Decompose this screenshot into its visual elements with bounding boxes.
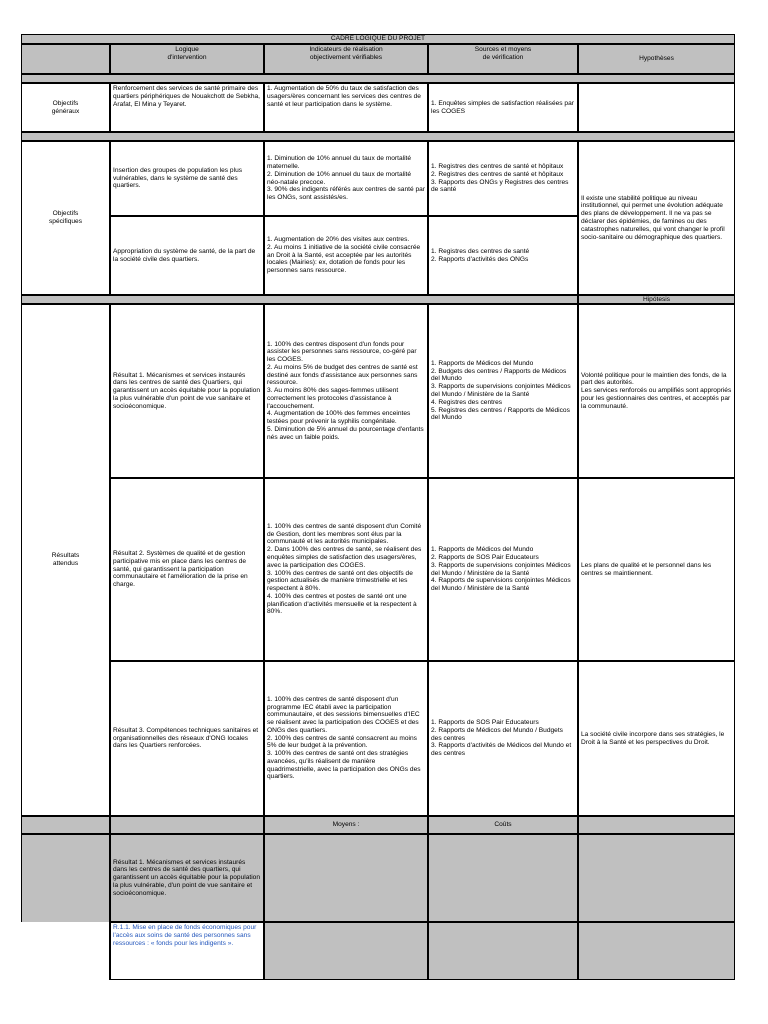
specific-sources-2: 1. Registres des centres de santé 2. Rapports d'activités des ONGs xyxy=(428,216,578,295)
activity-spacer xyxy=(21,922,110,980)
spacer-row xyxy=(21,295,578,304)
general-hypothesis xyxy=(578,83,735,132)
activity-extra-r11 xyxy=(578,922,735,980)
specific-objectives-label: Objectifs spécifiques xyxy=(21,141,110,295)
spacer-row xyxy=(21,816,110,834)
result-1-sources: 1. Rapports de Médicos del Mundo 2. Budgets des centres / Rapports de Médicos del Mundo 3. Rapports de supervisions conjointes Médicos del Mundo / Ministère de la Santé 4. Registres des centres 5. Registres des centres / Rapports de Médicos del Mundo xyxy=(428,304,578,478)
activity-result-1: Résultat 1. Mécanismes et services instaurés dans les centres de santé des quartiers, qui garantissent un accès équitable pour la population la plus vulnérable, d'un point de vue sanitaire et socioéconomique. xyxy=(110,834,264,922)
activity-couts-1 xyxy=(428,834,578,922)
general-indicators: 1. Augmentation de 50% du taux de satisfaction des usagers/ères concernant les services des centres de santé et leur participation dans le système. xyxy=(264,83,428,132)
activity-moyens-r11 xyxy=(264,922,428,980)
activity-spacer xyxy=(21,834,110,922)
moyens-label: Moyens : xyxy=(264,816,428,834)
specific-sources-1: 1. Registres des centres de santé et hôpitaux 2. Registres des centres de santé et hôpitaux 3. Rapports des ONGs y Registres des centres de santé xyxy=(428,141,578,216)
logframe-table xyxy=(21,34,735,980)
specific-indicators-2: 1. Augmentation de 20% des visites aux centres. 2. Au moins 1 initiative de la société civile consacrée an Droit à la Santé, est acceptée par les autorités locales (Mairies): ex, dotation de fonds pour les personnes sans ressource. xyxy=(264,216,428,295)
specific-hypothesis: Il existe une stabilité politique au niveau institutionnel, qui permet une évolution adéquate des plans de développement. Il ne va pas se déclarer des épidémies, de famines ou des catastrophes naturelles, qui vont changer le profil socio-sanitaire ou démographique des quartiers. xyxy=(578,141,735,295)
header-hypotheses: Hypothèses xyxy=(578,44,735,74)
specific-objective-2: Appropriation du système de santé, de la part de la société civile des quartiers. xyxy=(110,216,264,295)
header-empty xyxy=(21,44,110,74)
activity-extra-1 xyxy=(578,834,735,922)
spacer-row xyxy=(21,132,735,141)
result-2-sources: 1. Rapports de Médicos del Mundo 2. Rapports de SOS Pair Educateurs 3. Rapports de supervisions conjointes Médicos del Mundo / Ministère de la Santé 4. Rapports de supervisions conjointes Médicos del Mundo / Ministère de la Santé xyxy=(428,478,578,661)
result-2-hypothesis: Les plans de qualité et le personnel dans les centres se maintiennent. xyxy=(578,478,735,661)
spacer-row xyxy=(21,74,735,83)
result-2-indicators: 1. 100% des centres de santé disposent d'un Comité de Gestion, dont les membres sont élus par la communauté et les autorités municipales. 2. Dans 100% des centres de santé, se réalisent des enquêtes simples de satisfaction des usagers/ères, avec la participation des COGES. 3. 100% des centres de santé ont des objectifs de gestion actualisés de manière trimestrielle et les respectent à 80%. 4. 100% des centres et postes de santé ont une planification d'activités mensuelle et la respectent à 80%. xyxy=(264,478,428,661)
activity-r11: R.1.1. Mise en place de fonds économiques pour l'accès aux soins de santé des personnes sans ressources : « fonds pour les indigents ». xyxy=(110,922,264,980)
header-indicateurs: Indicateurs de réalisation objectivement vérifiables xyxy=(264,44,428,74)
result-1: Résultat 1. Mécanismes et services instaurés dans les centres de santé des Quartiers, qui garantissent un accès équitable pour la population la plus vulnérable d'un point de vue sanitaire et socioéconomique. xyxy=(110,304,264,478)
general-objectives-label: Objectifs généraux xyxy=(21,83,110,132)
general-objective-text: Renforcement des services de santé primaire des quartiers périphériques de Nouakchott de Sebkha, Arafat, El Mina y Teyaret. xyxy=(110,83,264,132)
activity-moyens-1 xyxy=(264,834,428,922)
header-sources: Sources et moyens de vérification xyxy=(428,44,578,74)
specific-indicators-1: 1. Diminution de 10% annuel du taux de mortalité maternelle. 2. Diminution de 10% annuel du taux de mortalité néo-natale precoce. 3. 90% des indigents référés aux centres de santé par les ONGs, sont assistés/es. xyxy=(264,141,428,216)
expected-results-label: Résultats attendus xyxy=(21,304,110,816)
header-logique: Logique d'intervention xyxy=(110,44,264,74)
spacer-row xyxy=(110,816,264,834)
table-title: CADRE LOGIQUE DU PROJET xyxy=(21,34,735,44)
spacer-row xyxy=(578,816,735,834)
general-sources: 1. Enquêtes simples de satisfaction réalisées par les COGES xyxy=(428,83,578,132)
result-3-hypothesis: La société civile incorpore dans ses stratégies, le Droit à la Santé et les perspectives du Droit. xyxy=(578,661,735,816)
result-1-hypothesis: Volonté politique pour le maintien des fonds, de la part des autorités. Les services renforcés ou amplifiés sont appropriés pour les gestionnaires des centres, et acceptés par la communauté. xyxy=(578,304,735,478)
specific-objective-1: Insertion des groupes de population les plus vulnérables, dans le système de santé des quartiers. xyxy=(110,141,264,216)
result-3-indicators: 1. 100% des centres de santé disposent d'un programme IEC établi avec la participation communautaire, et des sessions bimensuelles d'IEC se réalisent avec la participation des COGES et des ONGs des quartiers. 2. 100% des centres de santé consacrent au moins 5% de leur budget à la prévention. 3. 100% des centres de santé ont des stratégies avancées, qu'ils réalisent de manière quadrimestrielle, avec la participation des ONGs des quartiers. xyxy=(264,661,428,816)
result-1-indicators: 1. 100% des centres disposent d'un fonds pour assister les personnes sans ressource, co-géré par les COGES. 2. Au moins 5% de budget des centres de santé est destiné aux fonds d'assistance aux personnes sans ressource. 3. Au moins 80% des sages-femmes utilisent correctement les protocoles d'assistance à l'accouchement. 4. Augmentation de 100% des femmes enceintes testées pour prévenir la syphilis congénitale. 5. Diminution de 5% annuel du pourcentage d'enfants nés avec un faible poids. xyxy=(264,304,428,478)
result-3: Résultat 3. Compétences techniques sanitaires et organisationnelles des réseaux d'ONG locales dans les Quartiers renforcées. xyxy=(110,661,264,816)
result-2: Résultat 2. Systèmes de qualité et de gestion participative mis en place dans les centres de santé, qui garantissent la participation communautaire et l'amélioration de la prise en charge. xyxy=(110,478,264,661)
hipotesis-label: Hipótesis xyxy=(578,295,735,304)
result-3-sources: 1. Rapports de SOS Pair Educateurs 2. Rapports de Médicos del Mundo / Budgets des centres 3. Rapports d'activités de Médicos del Mundo et des centres xyxy=(428,661,578,816)
couts-label: Coûts xyxy=(428,816,578,834)
activity-couts-r11 xyxy=(428,922,578,980)
